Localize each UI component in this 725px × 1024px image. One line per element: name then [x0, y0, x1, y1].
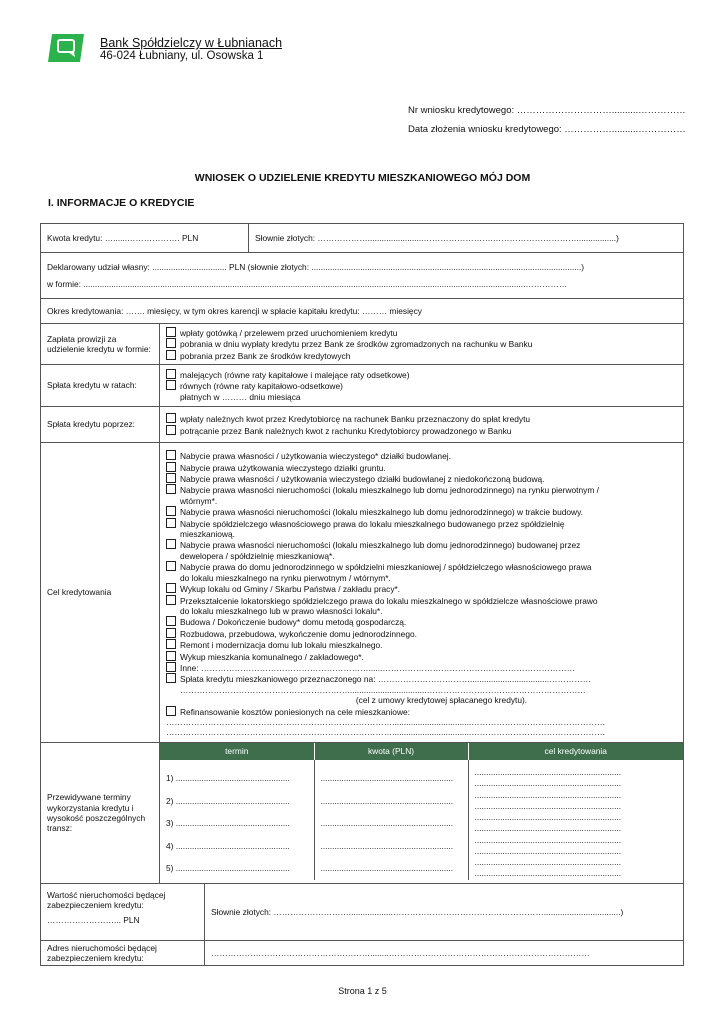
checkbox[interactable]	[166, 616, 176, 626]
purpose-option-refinance-costs[interactable]: Refinansowanie kosztów poniesionych na cele mieszkaniowe:	[166, 706, 677, 717]
purpose-dots-line[interactable]: ………………………………………………………………………..................................…………………………………………	[166, 727, 606, 738]
purpose-option[interactable]: Nabycie prawa użytkowania wieczystego działki gruntu.	[166, 462, 677, 473]
checkbox[interactable]	[166, 462, 176, 472]
purpose-option[interactable]: Wykup lokalu od Gminy / Skarbu Państwa / zakładu pracy*.	[166, 583, 677, 594]
page-number: Strona 1 z 5	[338, 986, 387, 996]
payment-day-field[interactable]: płatnych w ……… dniu miesiąca	[180, 391, 301, 402]
property-value-label: Wartość nieruchomości będącej zabezpieczeniem kredytu: ……………………... PLN	[41, 884, 205, 941]
purpose-option[interactable]: Nabycie prawa własności / użytkowania wieczystego* działki budowlanej.	[166, 450, 677, 461]
tranche-purpose-field[interactable]: ...............................................................	[474, 800, 622, 811]
loan-amount-field[interactable]: Kwota kredytu: …......………………. PLN	[41, 224, 249, 253]
loan-amount-words-field[interactable]: Słownie złotych: ………………........................…………………….………………………….................)	[249, 224, 684, 253]
commission-label: Zapłata prowizji za udzielenie kredytu w formie:	[41, 324, 160, 365]
checkbox[interactable]	[166, 639, 176, 649]
tranche-amount-field[interactable]: .........................................................	[320, 773, 454, 783]
purpose-option[interactable]: Nabycie spółdzielczego własnościowego prawa do lokalu mieszkalnego budowanego przez spółdzielnię	[166, 518, 677, 529]
purpose-option-continuation: wtórnym*.	[180, 495, 218, 506]
tranche-term-field[interactable]: 2) .................................................	[166, 795, 290, 806]
purpose-option[interactable]: Nabycie prawa własności nieruchomości (lokalu mieszkalnego lub domu jednorodzinnego) na rynku pierwotnym /	[166, 484, 677, 495]
commission-option[interactable]: wpłaty gotówką / przelewem przed uruchomieniem kredytu	[166, 327, 677, 338]
tranche-purpose-field[interactable]: ...............................................................	[474, 868, 622, 879]
installment-option[interactable]: malejących (równe raty kapitałowe i malejące raty odsetkowe)	[166, 369, 677, 380]
repayment-option[interactable]: wpłaty należnych kwot przez Kredytobiorcę na rachunek Banku przeznaczony do spłat kredytu	[166, 413, 677, 424]
commission-option[interactable]: pobrania przez Bank ze środków kredytowych	[166, 350, 677, 361]
checkbox[interactable]	[166, 539, 176, 549]
purpose-option[interactable]: Nabycie prawa własności nieruchomości (lokalu mieszkalnego lub domu jednorodzinnego) budowanej przez	[166, 539, 677, 550]
credit-info-table	[40, 223, 684, 966]
checkbox[interactable]	[166, 583, 176, 593]
purpose-option[interactable]: Nabycie prawa do domu jednorodzinnego w spółdzielni mieszkaniowej / spółdzielczego własnościowego prawa	[166, 561, 677, 572]
purpose-option[interactable]: Nabycie prawa własności nieruchomości (lokalu mieszkalnego lub domu jednorodzinnego) w trakcie budowy.	[166, 506, 677, 517]
purpose-option-continuation: mieszkaniową.	[180, 529, 235, 540]
checkbox[interactable]	[166, 327, 176, 337]
checkbox[interactable]	[166, 484, 176, 494]
property-value-words-field[interactable]: Słownie złotych: ………………………...................……………………………………………….................................)	[205, 884, 684, 941]
property-address-field[interactable]: …………………………………………………........………………………………………………………………	[205, 941, 684, 966]
bank-name: Bank Spółdzielczy w Łubnianach	[100, 36, 283, 50]
checkbox[interactable]	[166, 628, 176, 638]
checkbox[interactable]	[166, 425, 176, 435]
tranche-purpose-field[interactable]: ...............................................................	[474, 845, 622, 856]
tranche-purpose-field[interactable]: ...............................................................	[474, 789, 622, 800]
tranches-header-purpose: cel kredytowania	[468, 743, 683, 760]
checkbox[interactable]	[166, 673, 176, 683]
purpose-option[interactable]: Wykup mieszkania komunalnego / zakładowego*.	[166, 651, 677, 662]
checkbox[interactable]	[166, 651, 176, 661]
purpose-dots-line[interactable]: ……………………………………………………..................................…………………………………………………	[180, 684, 586, 695]
tranche-amount-field[interactable]: .........................................................	[320, 818, 454, 828]
purpose-option[interactable]: Remont i modernizacja domu lub lokalu mieszkalnego.	[166, 639, 677, 650]
repayment-option[interactable]: potrącanie przez Bank należnych kwot z rachunku Kredytobiorcy prowadzonego w Banku	[166, 425, 677, 436]
property-address-label: Adres nieruchomości będącej zabezpieczeniem kredytu:	[41, 941, 205, 966]
tranche-term-field[interactable]: 3) .................................................	[166, 818, 290, 828]
tranches-header-term: termin	[160, 743, 314, 760]
installment-option[interactable]: równych (równe raty kapitałowo-odsetkowe)	[166, 380, 677, 391]
commission-option[interactable]: pobrania w dniu wypłaty kredytu przez Bank ze środków zgromadzonych na rachunku w Banku	[166, 338, 677, 349]
installments-label: Spłata kredytu w ratach:	[41, 365, 160, 407]
tranche-purpose-field[interactable]: ...............................................................	[474, 778, 622, 789]
checkbox[interactable]	[166, 473, 176, 483]
tranches-header-amount: kwota (PLN)	[314, 743, 468, 760]
tranche-purpose-field[interactable]: ...............................................................	[474, 823, 622, 834]
purpose-option[interactable]: Budowa / Dokończenie budowy* domu metodą gospodarczą.	[166, 616, 677, 627]
page-title: WNIOSEK O UDZIELENIE KREDYTU MIESZKANIOWEGO MÓJ DOM	[194, 172, 531, 184]
loan-period-field[interactable]: Okres kredytowania: ……. miesięcy, w tym okres karencji w spłacie kapitału kredytu: ……… miesięcy	[41, 299, 684, 324]
tranche-term-field[interactable]: 4) .................................................	[166, 840, 290, 851]
purpose-option[interactable]: Inne: ……………………………………………………......……………………………………………………………	[166, 662, 677, 673]
checkbox[interactable]	[166, 450, 176, 460]
loan-purpose-options	[160, 443, 684, 743]
tranche-amount-field[interactable]: .........................................................	[320, 795, 454, 806]
purpose-option-refinance-loan[interactable]: Spłata kredytu mieszkaniowego przeznaczonego na: ……………………………..................................……………	[166, 673, 677, 684]
tranche-purpose-field[interactable]: ...............................................................	[474, 767, 622, 777]
tranche-purpose-field[interactable]: ...............................................................	[474, 834, 622, 845]
application-number: Nr wniosku kredytowego: …………………………..........……………	[408, 105, 686, 116]
own-contribution-field[interactable]: Deklarowany udział własny: ................................ PLN (słownie złotych: ....................................................................................................................) w formie: ..............................................................................................................................................................................................……………	[41, 253, 684, 299]
tranches-table	[160, 743, 683, 880]
purpose-option[interactable]: Nabycie prawa własności / użytkowania wieczystego działki budowlanej z niedokończoną budową.	[166, 473, 677, 484]
purpose-option[interactable]: Rozbudowa, przebudowa, wykończenie domu jednorodzinnego.	[166, 628, 677, 639]
checkbox[interactable]	[166, 413, 176, 423]
purpose-note: (cel z umowy kredytowej spłacanego kredytu).	[355, 695, 528, 706]
tranche-amount-field[interactable]: .........................................................	[320, 840, 454, 851]
tranches-label: Przewidywane terminy wykorzystania kredytu i wysokość poszczególnych transz:	[41, 743, 160, 884]
tranche-purpose-field[interactable]: ...............................................................	[474, 812, 622, 822]
checkbox[interactable]	[166, 662, 176, 672]
checkbox[interactable]	[166, 369, 176, 379]
bank-logo-icon	[48, 34, 84, 62]
purpose-option-continuation: do lokalu mieszkalnego lub w prawo własności lokalu*.	[180, 605, 383, 616]
tranche-amount-field[interactable]: .........................................................	[320, 863, 454, 873]
checkbox[interactable]	[166, 561, 176, 571]
purpose-dots-line[interactable]: ………………………………………………………………………..................................…………………………………………	[166, 716, 606, 727]
checkbox[interactable]	[166, 380, 176, 390]
checkbox[interactable]	[166, 338, 176, 348]
checkbox[interactable]	[166, 595, 176, 605]
repayment-method-label: Spłata kredytu poprzez:	[41, 407, 160, 443]
checkbox[interactable]	[166, 706, 176, 716]
purpose-option-continuation: dewelopera / spółdzielnię mieszkaniową*.	[180, 550, 335, 561]
loan-purpose-label: Cel kredytowania	[41, 443, 160, 743]
purpose-option[interactable]: Przekształcenie lokatorskiego spółdzielczego prawa do lokalu mieszkalnego w spółdzielcze własnościowe prawo	[166, 595, 677, 606]
checkbox[interactable]	[166, 518, 176, 528]
application-date: Data złożenia wniosku kredytowego: ……………..........……………	[408, 124, 686, 135]
purpose-option-continuation: do lokalu mieszkalnego na rynku pierwotnym / wtórnym*.	[180, 572, 391, 583]
checkbox[interactable]	[166, 350, 176, 360]
tranche-term-field[interactable]: 1) .................................................	[166, 773, 290, 783]
bank-address: 46-024 Łubniany, ul. Osowska 1	[100, 50, 264, 62]
tranche-term-field[interactable]: 5) .................................................	[166, 863, 290, 873]
section-heading: I. INFORMACJE O KREDYCIE	[48, 197, 195, 209]
tranche-purpose-field[interactable]: ...............................................................	[474, 857, 622, 867]
contribution-form-field[interactable]: w formie: ..............................................................................................................................................................................................……………	[47, 279, 568, 289]
checkbox[interactable]	[166, 506, 176, 516]
property-value-field[interactable]: ……………………... PLN	[47, 914, 140, 925]
